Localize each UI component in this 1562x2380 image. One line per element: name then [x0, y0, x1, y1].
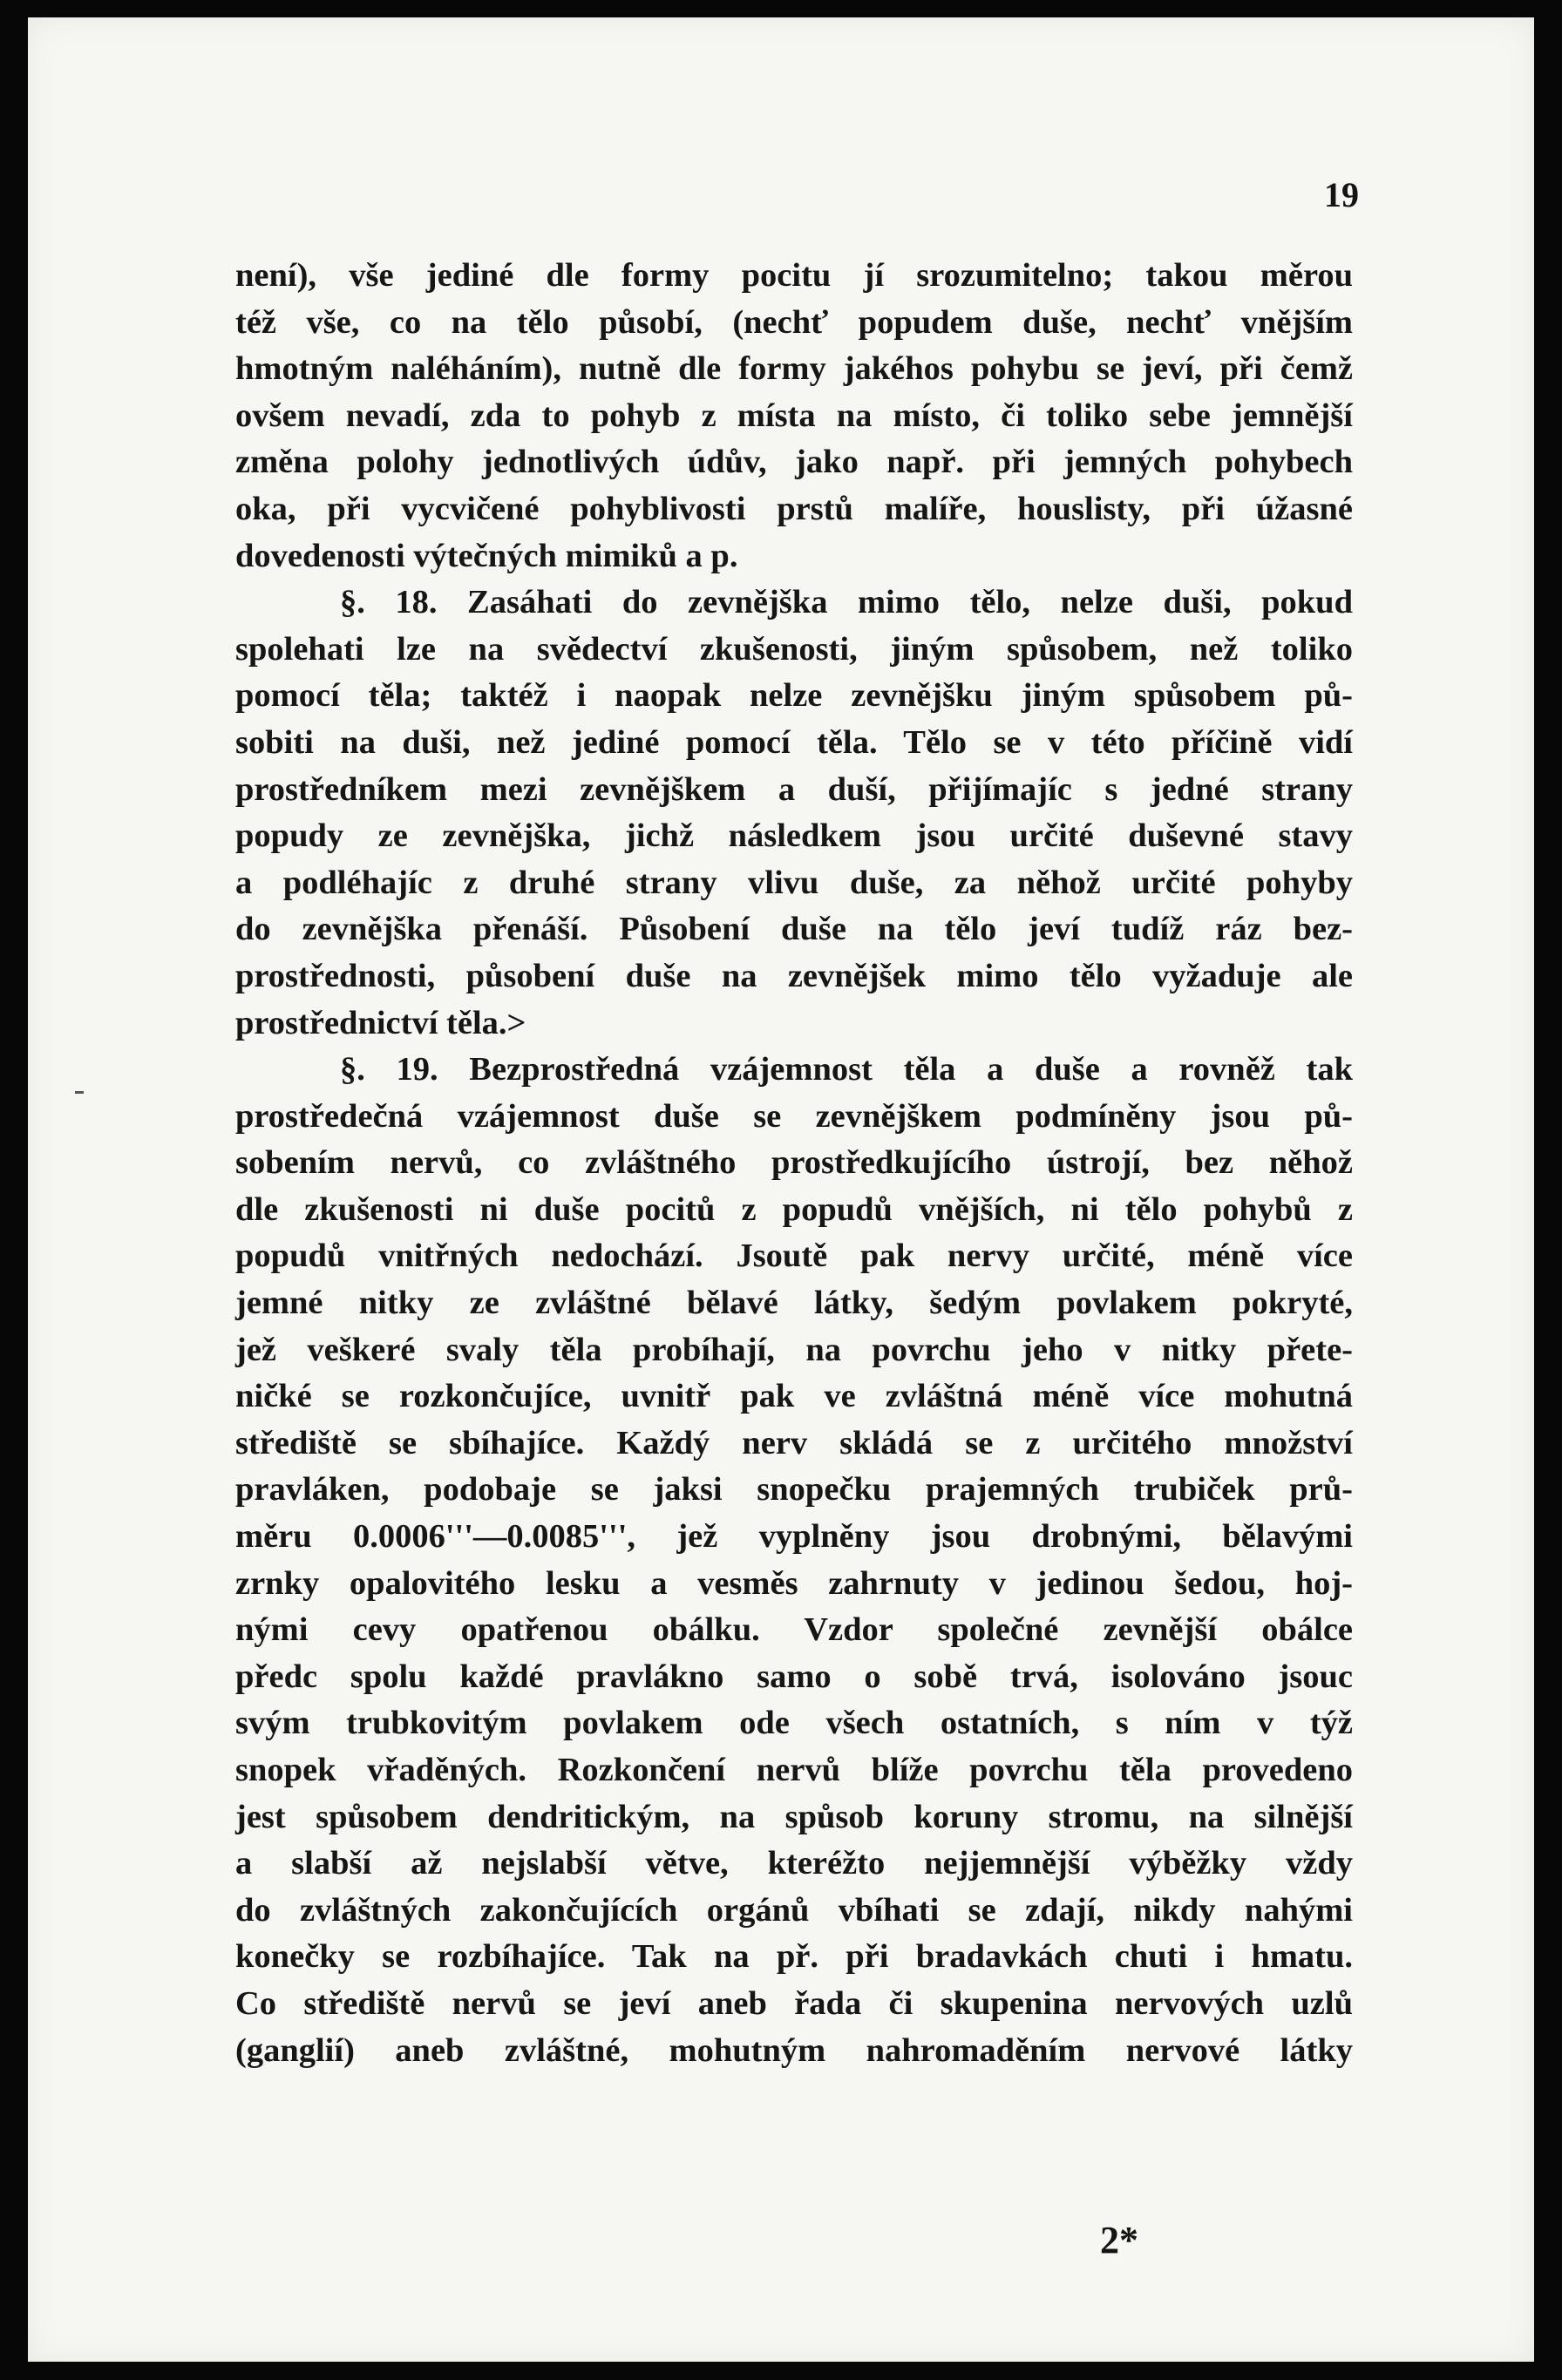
text-line: sobiti na duši, než jediné pomocí těla. Tělo se v této příčině vidí — [235, 723, 1353, 761]
text-line: prostřednictví těla.> — [235, 1004, 526, 1041]
text-line: ničké se rozkončujíce, uvnitř pak ve zvláštná méně více mohutná — [235, 1378, 1353, 1415]
text-line: svým trubkovitým povlakem ode všech ostatních, s ním v týž — [235, 1705, 1353, 1742]
text-line: prostředečná vzájemnost duše se zevnějškem podmíněny jsou pů- — [235, 1097, 1353, 1135]
text-line: pomocí těla; taktéž i naopak nelze zevnějšku jiným spůsobem pů- — [235, 677, 1353, 715]
text-line: dovedenosti výtečných mimiků a p. — [235, 537, 738, 574]
text-line: jest spůsobem dendritickým, na spůsob koruny stromu, na silnější — [235, 1798, 1353, 1835]
text-line: Co střediště nervů se jeví aneb řada či skupenina nervových uzlů — [235, 1984, 1353, 2022]
text-line: oka, při vycvičené pohyblivosti prstů malíře, houslisty, při úžasné — [235, 490, 1353, 527]
text-line: konečky se rozbíhajíce. Tak na př. při bradavkách chuti i hmatu. — [235, 1938, 1353, 1976]
text-line: dle zkušenosti ni duše pocitů z popudů vnějších, ni tělo pohybů z — [235, 1190, 1353, 1228]
page-number: 19 — [1324, 175, 1359, 214]
text-line: a podléhajíc z druhé strany vlivu duše, za něhož určité pohyby — [235, 864, 1353, 901]
text-line: prostřednosti, působení duše na zevnějšek mimo tělo vyžaduje ale — [235, 957, 1353, 994]
text-line: jež veškeré svaly těla probíhají, na povrchu jeho v nitky přete- — [235, 1331, 1353, 1368]
text-line: předc spolu každé pravlákno samo o sobě trvá, isolováno jsouc — [235, 1658, 1353, 1695]
text-line: ovšem nevadí, zda to pohyb z místa na místo, či toliko sebe jemnější — [235, 397, 1353, 434]
printer-signature: 2* — [1100, 2219, 1138, 2261]
text-line: není), vše jediné dle formy pocitu jí srozumitelno; takou měrou — [235, 257, 1353, 294]
text-line: snopek vřaděných. Rozkončení nervů blíže povrchu těla provedeno — [235, 1752, 1353, 1788]
text-line: střediště se sbíhajíce. Každý nerv skládá se z určitého množství — [235, 1424, 1353, 1461]
text-line: měru 0.0006'''—0.0085''', jež vyplněny jsou drobnými, bělavými — [235, 1518, 1353, 1556]
text-line: pravláken, podobaje se jaksi snopečku prajemných trubiček prů- — [235, 1471, 1353, 1509]
text-line: změna polohy jednotlivých údův, jako např. při jemných pohybech — [235, 444, 1353, 481]
text-line: sobením nervů, co zvláštného prostředkujícího ústrojí, bez něhož — [235, 1144, 1353, 1182]
text-line: nými cevy opatřenou obálku. Vzdor společné zevnější obálce — [235, 1611, 1353, 1649]
margin-mark — [75, 1091, 84, 1094]
text-line: do zevnějška přenáší. Působení duše na tělo jeví tudíž ráz bez- — [235, 911, 1353, 948]
body-text — [235, 253, 1353, 2074]
text-line: §. 19. Bezprostředná vzájemnost těla a duše a rovněž tak — [340, 1051, 1353, 1088]
text-line: spolehati lze na svědectví zkušenosti, jiným spůsobem, než toliko — [235, 630, 1353, 668]
text-line: popudy ze zevnějška, jichž následkem jsou určité duševné stavy — [235, 817, 1353, 855]
text-line: §. 18. Zasáhati do zevnějška mimo tělo, nelze duši, pokud — [340, 584, 1353, 621]
text-line: prostředníkem mezi zevnějškem a duší, přijímajíc s jedné strany — [235, 770, 1353, 808]
text-line: též vše, co na tělo působí, (nechť popudem duše, nechť vnějším — [235, 303, 1353, 341]
book-page — [28, 17, 1534, 2362]
text-line: zrnky opalovitého lesku a vesměs zahrnuty v jedinou šedou, hoj- — [235, 1564, 1353, 1602]
text-line: do zvláštných zakončujících orgánů vbíhati se zdají, nikdy nahými — [235, 1891, 1353, 1929]
text-line: hmotným naléháním), nutně dle formy jakéhos pohybu se jeví, při čemž — [235, 350, 1353, 388]
text-line: popudů vnitřných nedochází. Jsoutě pak nervy určité, méně více — [235, 1237, 1353, 1275]
text-line: a slabší až nejslabší větve, kteréžto nejjemnější výběžky vždy — [235, 1845, 1353, 1882]
text-line: jemné nitky ze zvláštné bělavé látky, šedým povlakem pokryté, — [235, 1285, 1353, 1322]
text-line: (ganglií) aneb zvláštné, mohutným nahromaděním nervové látky — [235, 2031, 1353, 2069]
